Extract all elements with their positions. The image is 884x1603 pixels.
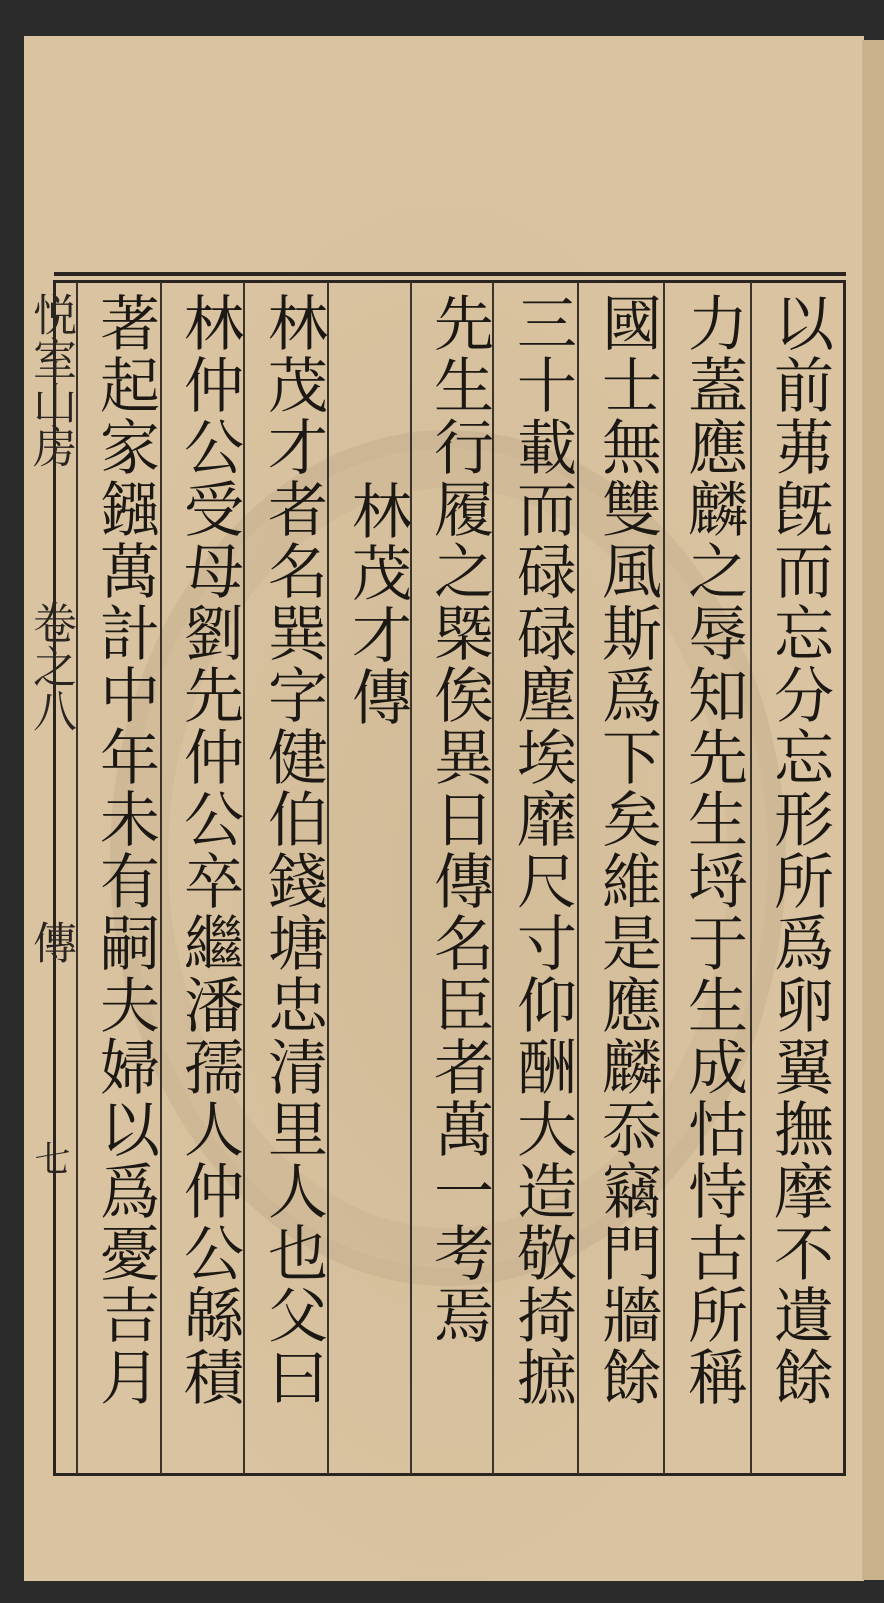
book-title: 悦室山房 [25, 292, 76, 468]
text-column-3: 國士無雙風斯爲下矣維是應麟忝竊門牆餘 [592, 292, 662, 1408]
volume-label: 卷之八 [25, 600, 76, 732]
biography-heading: 林茂才傳 [342, 480, 412, 728]
text-column-9: 著起家鏹萬計中年未有嗣夫婦以爲憂吉月 [90, 292, 160, 1408]
page-edge [862, 40, 884, 1580]
text-column-7: 林茂才者名巽字健伯錢塘忠清里人也父曰 [258, 292, 328, 1408]
column-divider [410, 282, 412, 1474]
section-label: 傳 [25, 920, 76, 964]
text-column-2: 力蓋應麟之辱知先生埒于生成怙恃古所稱 [678, 292, 748, 1408]
frame-top-rule [54, 272, 846, 276]
text-column-5: 先生行履之槩俟異日傳名臣者萬一考焉 [424, 292, 494, 1346]
text-column-8: 林仲公受母劉先仲公卒繼潘孺人仲公緜積 [174, 292, 244, 1408]
text-column-4: 三十載而碌碌塵埃靡尺寸仰酬大造敬掎摭 [507, 292, 577, 1408]
leaf-number: 七 [29, 1140, 70, 1176]
text-column-1: 以前茀旣而忘分忘形所爲卵翼撫摩不遺餘 [764, 292, 834, 1408]
